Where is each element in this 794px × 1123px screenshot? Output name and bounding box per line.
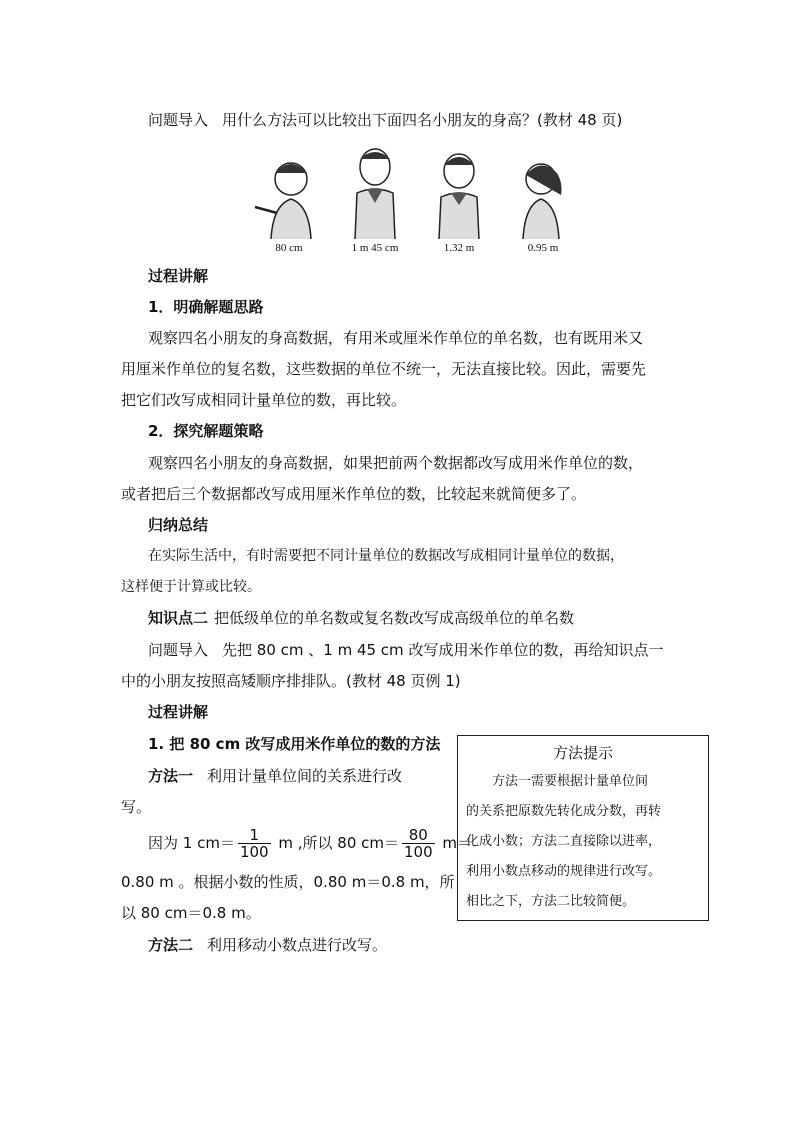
- because-pre: 因为 1 cm＝: [148, 834, 235, 852]
- child-4-illustration: [501, 143, 585, 239]
- step1-title: 1．明确解题思路: [148, 298, 264, 316]
- method2-line: [148, 935, 387, 955]
- fraction-1-denominator: 100: [239, 843, 269, 861]
- process1-title: 过程讲解: [148, 267, 209, 285]
- child-1: [247, 143, 331, 255]
- fraction-2: [402, 827, 435, 860]
- step1-line-1: 观察四名小朋友的身高数据，有用米或厘米作单位的单名数，也有既用米又: [148, 329, 644, 347]
- because-mid: m ,所以 80 cm＝: [273, 834, 399, 852]
- point2-line: [148, 608, 574, 628]
- tip-box-line-3: 化成小数；方法二直接除以进率，: [466, 834, 662, 849]
- method-tip-box: [457, 735, 709, 921]
- tip-box-line-5: 相比之下，方法二比较简便。: [466, 894, 636, 909]
- height-label-3: 1.32 m: [443, 242, 475, 254]
- child-2: [333, 143, 417, 255]
- child-3-illustration: [417, 143, 501, 239]
- fraction-2-denominator: 100: [404, 843, 433, 861]
- line-a: 0.80 m 。根据小数的性质，0.80 m＝0.8 m，所: [121, 873, 455, 891]
- tip-box-title: 方法提示: [552, 744, 613, 762]
- child-2-illustration: [333, 143, 417, 239]
- tip-box-line-2: 的关系把原数先转化成分数，再转: [466, 804, 662, 819]
- line-b: 以 80 cm＝0.8 m。: [121, 904, 261, 922]
- method2-label: 方法二: [148, 936, 194, 954]
- fraction-2-numerator: 80: [402, 827, 435, 844]
- fraction-1: [238, 827, 271, 860]
- intro2-line-1: [148, 640, 663, 660]
- height-label-4: 0.95 m: [527, 242, 559, 254]
- method1-label: 方法一: [148, 767, 194, 785]
- tip-box-line-1: 方法一需要根据计量单位间: [466, 774, 649, 789]
- method1-text-2: 写。: [121, 798, 152, 816]
- children-figure: [247, 143, 585, 255]
- step2-title: 2．探究解题策略: [148, 422, 264, 440]
- height-label-2: 1 m 45 cm: [351, 242, 399, 254]
- child-3: [417, 143, 501, 255]
- process2-subtitle: 1. 把 80 cm 改写成用米作单位的数的方法: [148, 735, 441, 753]
- tip-box-line-4: 利用小数点移动的规律进行改写。: [466, 864, 662, 879]
- because-post: m＝: [437, 834, 473, 852]
- method1-line: [148, 766, 402, 786]
- point2-text: 把低级单位的单名数或复名数改写成高级单位的单名数: [214, 609, 575, 627]
- intro-line: [148, 110, 622, 130]
- intro2-label: 问题导入: [148, 641, 209, 659]
- intro2-text-1: 先把 80 cm 、1 m 45 cm 改写成用米作单位的数，再给知识点一: [222, 641, 664, 659]
- child-1-illustration: [247, 143, 331, 239]
- child-4: [501, 143, 585, 255]
- intro-label: 问题导入: [148, 111, 209, 129]
- summary-line-2: 这样便于计算或比较。: [121, 579, 261, 595]
- point2-label: 知识点二: [148, 609, 209, 627]
- intro2-line-2: 中的小朋友按照高矮顺序排排队。(教材 48 页例 1): [121, 672, 461, 690]
- summary-title: 归纳总结: [148, 516, 209, 534]
- step2-line-1: 观察四名小朋友的身高数据，如果把前两个数据都改写成用米作单位的数，: [148, 454, 644, 472]
- intro-text: 用什么方法可以比较出下面四名小朋友的身高？(教材 48 页): [222, 111, 623, 129]
- method2-text: 利用移动小数点进行改写。: [207, 936, 388, 954]
- fraction-1-numerator: 1: [238, 827, 271, 844]
- process2-title: 过程讲解: [148, 703, 209, 721]
- because-line: [148, 826, 472, 860]
- step1-line-2: 用厘米作单位的复名数，这些数据的单位不统一，无法直接比较。因此，需要先: [121, 360, 647, 378]
- summary-line-1: 在实际生活中，有时需要把不同计量单位的数据改写成相同计量单位的数据，: [148, 548, 624, 564]
- step2-line-2: 或者把后三个数据都改写成用厘米作单位的数，比较起来就简便多了。: [121, 485, 587, 503]
- step1-line-3: 把它们改写成相同计量单位的数，再比较。: [121, 391, 407, 409]
- method1-text: 利用计量单位间的关系进行改: [207, 767, 403, 785]
- height-label-1: 80 cm: [275, 242, 303, 254]
